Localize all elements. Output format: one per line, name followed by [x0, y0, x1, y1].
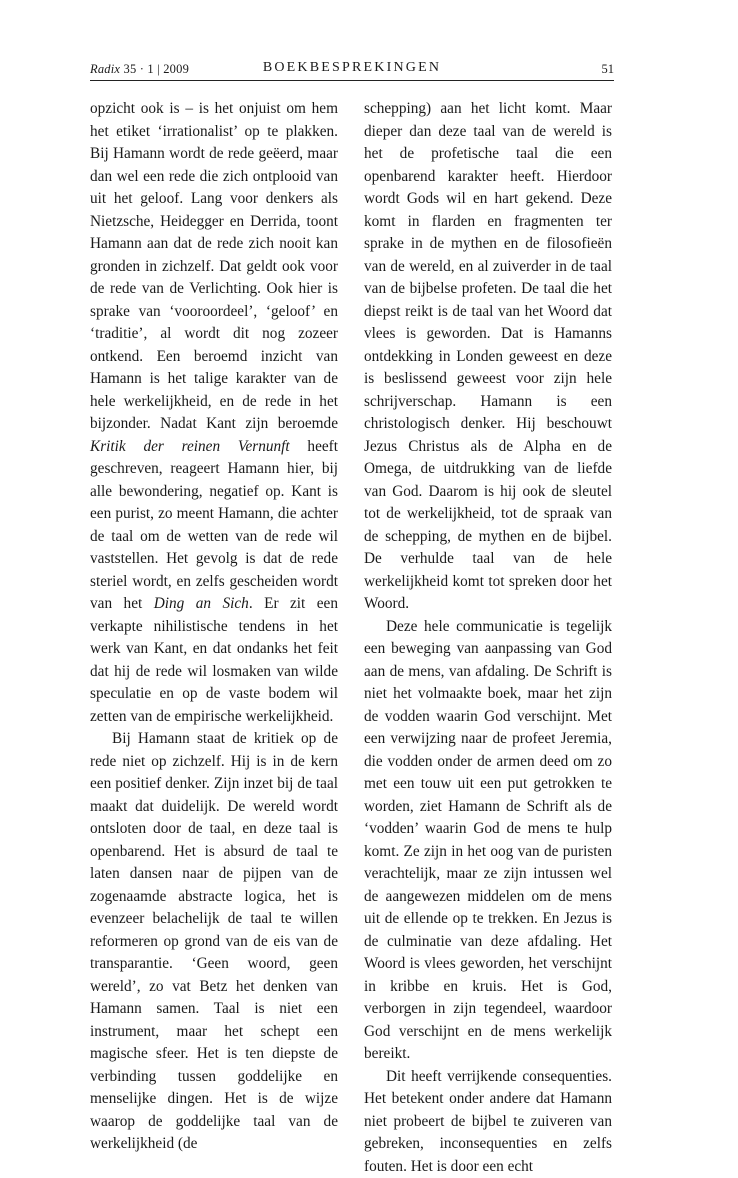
paragraph-text: heeft geschreven, reageert Hamann hier, bij alle bewondering, negatief op. Kant is een purist, zo meent Hamann, die achter de taal om de wetten van de rede wil vaststellen. Het gevolg is dat de rede steriel wordt, en zelfs gescheiden wordt van het — [90, 438, 338, 613]
paragraph: Dit heeft verrijkende consequenties. Het betekent onder andere dat Hamann niet probeert de bijbel te zuiveren van gebreken, inconsequenties en zelfs fouten. Het is door een echt — [364, 1066, 612, 1178]
header-rule — [90, 80, 614, 81]
term: Ding an Sich — [154, 595, 249, 612]
book-title: Kritik der reinen Vernunft — [90, 438, 290, 455]
right-column — [364, 98, 612, 1178]
section-title: BOEKBESPREKINGEN — [90, 60, 614, 76]
running-header — [90, 60, 614, 82]
paragraph: Deze hele communicatie is tegelijk een beweging van aanpassing van God aan de mens, van afdaling. De Schrift is niet het volmaakte boek, maar het zijn de vodden waarin God verschijnt. Met een verwijzing naar de profeet Jeremia, die vodden onder de armen deed om zo met een touw uit een put getrokken te worden, ziet Hamann de Schrift als de ‘vodden’ waarin God de mens te hulp komt. Ze zijn in het oog van de puristen verachtelijk, maar ze zijn intussen wel de aangewezen middelen om de mens uit de ellende op te trekken. En Jezus is de culminatie van deze afdaling. Het Woord is vlees geworden, het verschijnt in kribbe en kruis. Het is God, verborgen in zijn tegendeel, waardoor God verschijnt en de mens werkelijk bereikt. — [364, 616, 612, 1066]
issue-info: 35 · 1 | 2009 — [124, 62, 190, 76]
paragraph: schepping) aan het licht komt. Maar dieper dan deze taal van de wereld is het de profetische taal die een openbarend karakter heeft. Hierdoor wordt Gods wil en hart gekend. Deze komt in flarden en fragmenten ter sprake in de mythen en de filosofieën van de wereld, en al zuiverder in de taal van de bijbelse profeten. De taal die het diepst reikt is de taal van het Woord dat vlees is geworden. Dat is Hamanns ontdekking in Londen geweest en deze is beslissend geweest voor zijn hele schrijverschap. Hamann is een christologisch denker. Hij beschouwt Jezus Christus als de Alpha en de Omega, de uitdrukking van de liefde van God. Daarom is hij ook de sleutel tot de werkelijkheid, tot de spraak van de schepping, de mythen en de bijbel. De verhulde taal van de hele werkelijkheid komt tot spreken door het Woord. — [364, 98, 612, 616]
page-number: 51 — [602, 62, 615, 77]
journal-name: Radix — [90, 62, 120, 76]
paragraph-text: opzicht ook is – is het onjuist om hem het etiket ‘irrationalist’ op te plakken. Bij Hamann wordt de rede geëerd, maar dan wel een rede die zich ontplooid van uit het geloof. Lang voor denkers als Nietzsche, Heidegger en Derrida, toont Hamann aan dat de rede zich nooit kan gronden in zichzelf. Dat geldt ook voor de rede van de Verlichting. Ook hier is sprake van ‘vooroordeel’, ‘geloof’ en ‘traditie’, al wordt dit nog zozeer ontkend. Een beroemd inzicht van Hamann is het talige karakter van de hele werkelijkheid, en de rede in het bijzonder. Nadat Kant zijn beroemde — [90, 100, 338, 432]
paragraph: Bij Hamann staat de kritiek op de rede niet op zichzelf. Hij is in de kern een positief denker. Zijn inzet bij de taal maakt dat duidelijk. De wereld wordt ontsloten door de taal, en deze taal is openbarend. Het is absurd de taal te laten dansen naar de pijpen van de zogenaamde abstracte logica, het is evenzeer belachelijk de taal te willen reformeren op grond van de eis van de transparantie. ‘Geen woord, geen wereld’, zo vat Betz het denken van Hamann samen. Taal is niet een instrument, maar het schept een magische sfeer. Het is ten diepste de verbinding tussen goddelijke en menselijke dingen. Het is de wijze waarop de goddelijke taal van de werkelijkheid (de — [90, 728, 338, 1156]
paragraph-text: . Er zit een verkapte nihilistische tendens in het werk van Kant, en dat ondanks het feit dat hij de rede wil losmaken van wilde speculatie en op de vaste bodem wil zetten van de empirische werkelijkheid. — [90, 595, 338, 725]
left-column — [90, 98, 338, 1156]
paragraph — [90, 98, 338, 728]
